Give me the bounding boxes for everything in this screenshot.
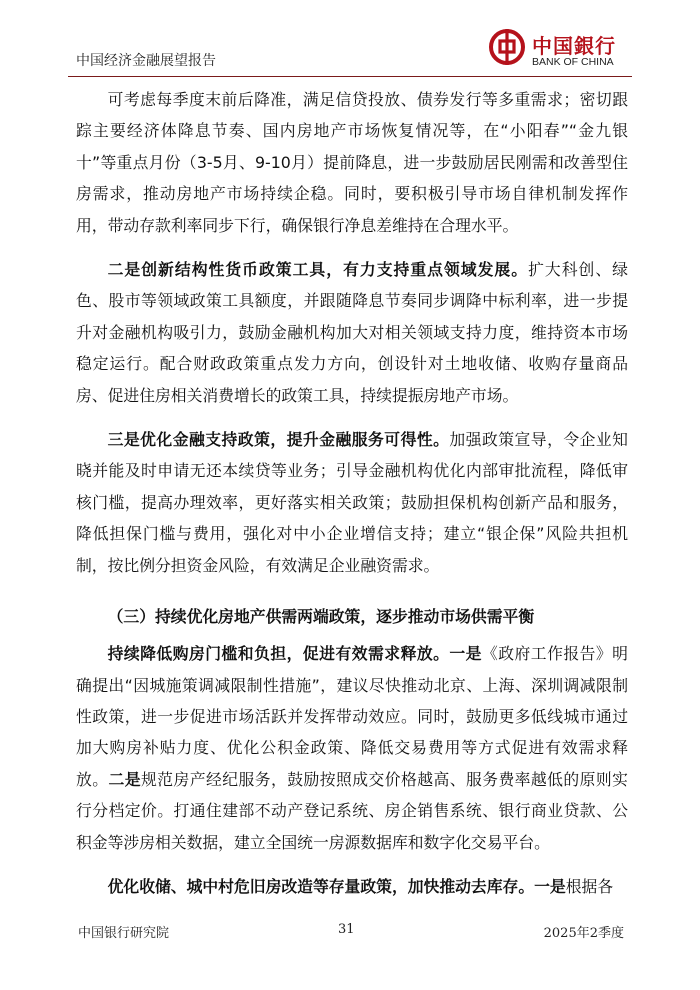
- logo-chinese-name: 中国銀行: [532, 34, 616, 58]
- paragraph-3-lead: 三是优化金融支持政策，提升金融服务可得性。: [107, 430, 450, 450]
- paragraph-4: 持续降低购房门槛和负担，促进有效需求释放。一是《政府工作报告》明确提出“因城施策调减限制性措施”，建议尽快推动北京、上海、深圳调减限制性政策，进一步促进市场活跃并发挥带动效应。同时，鼓励更多低线城市通过加大购房补贴力度、优化公积金政策、降低交易费用等方式促进有效需求释放。二是规范房产经纪服务，鼓励按照成交价格越高、服务费率越低的原则实行分档定价。打通住建部不动产登记系统、房企销售系统、银行商业贷款、公积金等涉房相关数据，建立全国统一房源数据库和数字化交易平台。: [76, 644, 628, 852]
- report-title: 中国经济金融展望报告: [76, 53, 216, 69]
- paragraph-3: 三是优化金融支持政策，提升金融服务可得性。加强政策宣导，令企业知晓并能及时申请无还本续贷等业务；引导金融机构优化内部审批流程，降低审核门槛，提高办理效率，更好落实相关政策；鼓励担保机构创新产品和服务，降低担保门槛与费用，强化对中小企业增信支持；建立“银企保”风险共担机制，按比例分担资金风险，有效满足企业融资需求。: [76, 430, 628, 575]
- paragraph-2-lead: 二是创新结构性货币政策工具，有力支持重点领域发展。: [107, 260, 529, 280]
- bank-of-china-logo-icon: [488, 28, 526, 66]
- page-body: [76, 84, 628, 902]
- footer-period: 2025年2季度: [543, 926, 624, 941]
- page-footer: [78, 922, 624, 944]
- paragraph-5-lead: 优化收储、城中村危旧房改造等存量政策，加快推动去库存。: [107, 876, 535, 896]
- header-divider: [68, 76, 632, 77]
- page-number: 31: [338, 922, 355, 937]
- logo-english-name: BANK OF CHINA: [532, 56, 614, 68]
- section-heading: （三）持续优化房地产供需两端政策，逐步推动市场供需平衡: [107, 607, 535, 627]
- page-header: [68, 34, 632, 74]
- bank-logo: [488, 28, 628, 76]
- paragraph-4-lead: 持续降低购房门槛和负担，促进有效需求释放。: [107, 644, 450, 664]
- paragraph-5: 优化收储、城中村危旧房改造等存量政策，加快推动去库存。一是根据各: [107, 876, 614, 896]
- footer-institute: 中国银行研究院: [78, 926, 170, 941]
- paragraph-1: 可考虑每季度末前后降准，满足信贷投放、债券发行等多重需求；密切跟踪主要经济体降息节奏、国内房地产市场恢复情况等，在“小阳春”“金九银十”等重点月份（3-5月、9-10月）提前降息，进一步鼓励居民刚需和改善型住房需求，推动房地产市场持续企稳。同时，要积极引导市场自律机制发挥作用，带动存款利率同步下行，确保银行净息差维持在合理水平。: [76, 90, 628, 235]
- paragraph-2: 二是创新结构性货币政策工具，有力支持重点领域发展。扩大科创、绿色、股市等领域政策工具额度，并跟随降息节奏同步调降中标利率，进一步提升对金融机构吸引力，鼓励金融机构加大对相关领域支持力度，维持资本市场稳定运行。配合财政政策重点发力方向，创设针对土地收储、收购存量商品房、促进住房相关消费增长的政策工具，持续提振房地产市场。: [76, 260, 628, 405]
